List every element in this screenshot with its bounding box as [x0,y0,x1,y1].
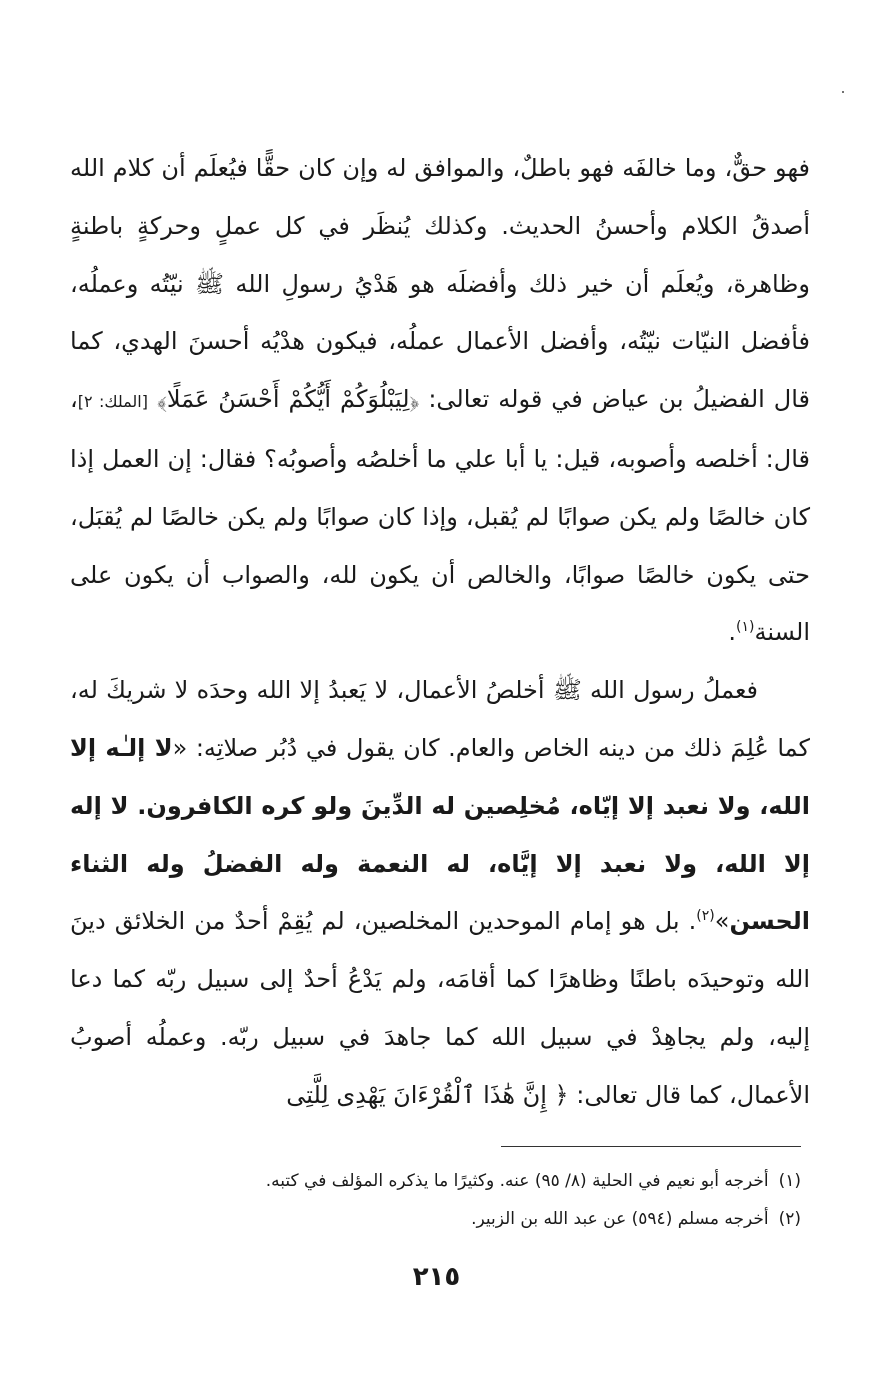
footnotes [81,1162,801,1238]
footnote-1-number: (١) [778,1171,801,1191]
page-number: ٢١٥ [412,1262,461,1292]
quote-close: » [714,907,730,936]
quran-reference: [الملك: ٢] [77,392,148,412]
page-mark-dot [842,91,844,93]
footnote-divider [501,1146,801,1147]
footnote-marker-1[interactable]: (١) [736,619,755,636]
footnote-2-number: (٢) [778,1209,801,1229]
paragraph-2 [70,662,810,1124]
main-text [70,140,810,1125]
paragraph-1-text: فهو حقٌّ، وما خالفَه فهو باطلٌ، والموافق له وإن كان حقًّا فيُعلَم أن كلام الله أصدقُ الكلام وأحسنُ الحديث. وكذلك يُنظَر في كل عملٍ وحركةٍ باطنةٍ وظاهرة، ويُعلَم أن خير ذلك وأفضلَه هو هَدْيُ رسولِ الله ﷺ نيّتُه وعملُه، فأفضل النيّات نيّتُه، وأفضل الأعمال عملُه، فيكون هدْيُه أحسنَ الهدي، كما قال الفضيلُ بن عياض في قوله تعالى: ﴿لِيَبْلُوَكُمْ أَيُّكُمْ أَحْسَنُ عَمَلًا﴾ [70,154,810,414]
paragraph-1-continuation: ، قال: أخلصه وأصوبه، قيل: يا أبا علي ما أخلصُه وأصوبُه؟ فقال: إن العمل إذا كان خالصًا ولم يكن صوابًا لم يُقبل، وإذا كان صوابًا ولم يكن خالصًا لم يُقبَل، حتى يكون خالصًا صوابًا، والخالص أن يكون لله، والصواب أن يكون على السنة [70,385,810,647]
paragraph-1 [70,140,810,662]
paragraph-2-continuation: . بل هو إمام الموحدين المخلصين، لم يُقِمْ أحدٌ من الخلائق دينَ الله وتوحيدَه باطنًا وظاهرًا كما أقامَه، ولم يَدْعُ أحدٌ إلى سبيل ربّه كما دعا إليه، ولم يجاهِدْ في سبيل الله كما جاهدَ في سبيل ربّه. وعملُه أصوبُ الأعمال، كما قال تعالى: ﴿ إِنَّ هَٰذَا ٱلْقُرْءَانَ يَهْدِى لِلَّتِى [70,907,810,1109]
footnote-2 [81,1200,801,1238]
footnote-marker-2[interactable]: (٢) [696,908,715,925]
hadith-quote: لا إلـٰه إلا الله، ولا نعبد إلا إيّاه، مُخلِصين له الدِّينَ ولو كره الكافرون. لا إله إلا الله، ولا نعبد إلا إيَّاه، له النعمة وله الفضلُ وله الثناء الحسن [70,733,810,936]
footnote-1 [81,1162,801,1200]
paragraph-2-text: فعملُ رسول الله ﷺ أخلصُ الأعمال، لا يَعبدُ إلا الله وحدَه لا شريكَ له، كما عُلِمَ ذلك من دينه الخاص والعام. كان يقول في دُبُر صلاتِه: « [70,676,810,762]
footnote-1-text: أخرجه أبو نعيم في الحلية (٨/ ٩٥) عنه. وكثيرًا ما يذكره المؤلف في كتبه. [265,1171,769,1191]
footnote-2-text: أخرجه مسلم (٥٩٤) عن عبد الله بن الزبير. [471,1209,769,1229]
paragraph-1-end: . [728,618,737,647]
